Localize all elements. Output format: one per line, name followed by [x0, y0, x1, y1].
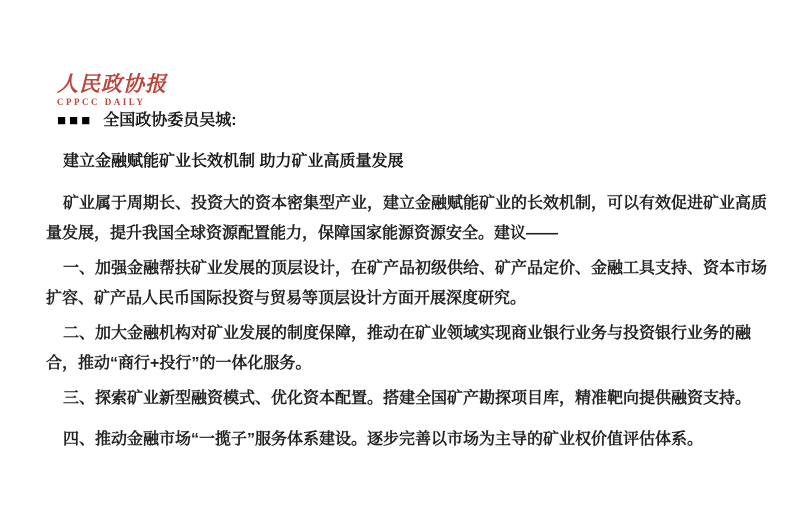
cppcc-daily-logo-subtext: CPPCC DAILY — [57, 97, 146, 107]
article-body — [46, 152, 771, 455]
article-paragraph-point-4: 四、推动金融市场“一揽子”服务体系建设。逐步完善以市场为主导的矿业权价值评估体系。 — [63, 431, 704, 448]
byline — [57, 112, 771, 130]
article-paragraph-point-3: 三、探索矿业新型融资模式、优化资本配置。搭建全国矿产勘探项目库，精准靶向提供融资支持。 — [63, 390, 752, 407]
article-paragraph-point-1: 一、加强金融帮扶矿业发展的顶层设计，在矿产品初级供给、矿产品定价、金融工具支持、资本市场扩容、矿产品人民币国际投资与贸易等顶层设计方面开展深度研究。 — [46, 260, 768, 307]
masthead — [57, 73, 771, 108]
article-paragraph-intro: 矿业属于周期长、投资大的资本密集型产业，建立金融赋能矿业的长效机制，可以有效促进矿业高质量发展，提升我国全球资源配置能力，保障国家能源资源安全。建议—— — [46, 195, 768, 242]
article-title: 建立金融赋能矿业长效机制 助力矿业高质量发展 — [63, 153, 404, 170]
byline-author: 全国政协委员吴城: — [103, 112, 237, 129]
bullet-squares-icon: ■■■ — [57, 112, 94, 129]
cppcc-daily-logo: 人民政协报 — [57, 72, 167, 96]
article-paragraph-point-2: 二、加大金融机构对矿业发展的制度保障，推动在矿业领域实现商业银行业务与投资银行业务的融合，推动“商行+投行”的一体化服务。 — [46, 325, 752, 372]
